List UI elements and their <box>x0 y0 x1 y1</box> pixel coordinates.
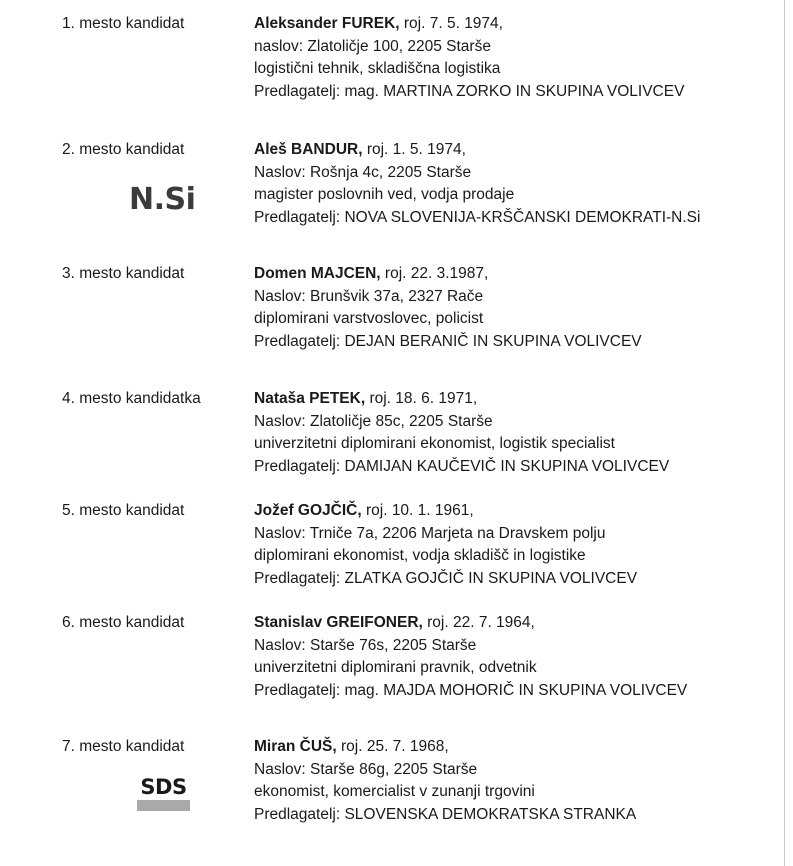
candidate-details <box>254 736 636 826</box>
candidate-name-line <box>254 500 637 523</box>
candidate-name-line <box>254 388 669 411</box>
candidate-proposer: Predlagatelj: DAMIJAN KAUČEVIČ IN SKUPINA VOLIVCEV <box>254 457 670 475</box>
page-edge-rule <box>784 0 785 866</box>
candidate-dob: roj. 10. 1. 1961, <box>361 502 474 519</box>
candidate-name-line <box>254 263 642 286</box>
candidate-rank: 7. mesto kandidat <box>62 738 185 755</box>
candidate-details <box>254 388 669 478</box>
candidate-rank: 2. mesto kandidat <box>62 141 185 158</box>
candidate-proposer: Predlagatelj: DEJAN BERANIČ IN SKUPINA VOLIVCEV <box>254 332 642 350</box>
candidate-details <box>254 500 637 590</box>
candidate-details <box>254 612 687 702</box>
candidate-address: naslov: Zlatoličje 100, 2205 Starše <box>254 37 491 55</box>
sds-logo-bar <box>137 800 190 811</box>
candidate-name: Stanislav GREIFONER, <box>254 614 423 631</box>
candidate-rank: 3. mesto kandidat <box>62 265 185 282</box>
candidate-dob: roj. 1. 5. 1974, <box>362 141 466 158</box>
sds-logo-text: SDS <box>140 775 187 799</box>
candidate-name: Jožef GOJČIČ, <box>254 502 362 519</box>
candidate-proposer: Predlagatelj: NOVA SLOVENIJA-KRŠČANSKI DEMOKRATI-N.Si <box>254 208 701 226</box>
candidate-occupation: univerzitetni diplomirani ekonomist, logistik specialist <box>254 435 615 452</box>
candidate-address: Naslov: Zlatoličje 85c, 2205 Starše <box>254 412 493 430</box>
candidate-name: Domen MAJCEN, <box>254 265 381 282</box>
candidate-rank: 6. mesto kandidat <box>62 614 185 631</box>
candidate-occupation: diplomirani varstvoslovec, policist <box>254 310 484 327</box>
candidate-occupation: diplomirani ekonomist, vodja skladišč in logistike <box>254 547 586 564</box>
candidate-proposer: Predlagatelj: mag. MARTINA ZORKO IN SKUPINA VOLIVCEV <box>254 82 685 100</box>
candidate-name: Aleš BANDUR, <box>254 141 363 158</box>
candidate-address: Naslov: Rošnja 4c, 2205 Starše <box>254 163 472 181</box>
candidate-occupation: logistični tehnik, skladiščna logistika <box>254 60 501 77</box>
candidate-address: Naslov: Trniče 7a, 2206 Marjeta na Dravskem polju <box>254 524 606 542</box>
candidate-name-line <box>254 736 636 759</box>
sds-party-logo <box>137 776 190 811</box>
candidate-rank: 5. mesto kandidat <box>62 502 185 519</box>
candidate-occupation: ekonomist, komercialist v zunanji trgovini <box>254 783 535 800</box>
candidate-address: Naslov: Starše 76s, 2205 Starše <box>254 636 477 654</box>
candidate-details <box>254 263 642 353</box>
candidate-name-line <box>254 13 684 36</box>
candidate-address: Naslov: Brunšvik 37a, 2327 Rače <box>254 287 484 305</box>
candidate-occupation: magister poslovnih ved, vodja prodaje <box>254 186 515 203</box>
candidate-details <box>254 13 684 103</box>
candidate-address: Naslov: Starše 86g, 2205 Starše <box>254 760 478 778</box>
candidate-dob: roj. 7. 5. 1974, <box>399 15 503 32</box>
candidate-name: Nataša PETEK, <box>254 390 366 407</box>
candidate-name: Aleksander FUREK, <box>254 15 400 32</box>
candidate-dob: roj. 22. 3.1987, <box>380 265 489 282</box>
candidate-name: Miran ČUŠ, <box>254 738 337 755</box>
candidate-proposer: Predlagatelj: ZLATKA GOJČIČ IN SKUPINA VOLIVCEV <box>254 569 638 587</box>
candidate-rank: 1. mesto kandidat <box>62 15 185 32</box>
candidate-rank: 4. mesto kandidatka <box>62 390 201 407</box>
candidate-name-line <box>254 612 687 635</box>
candidate-dob: roj. 25. 7. 1968, <box>336 738 449 755</box>
candidate-name-line <box>254 139 700 162</box>
candidate-occupation: univerzitetni diplomirani pravnik, odvetnik <box>254 659 537 676</box>
candidate-details <box>254 139 700 229</box>
nsi-party-logo: N.Si <box>129 182 196 217</box>
candidate-dob: roj. 22. 7. 1964, <box>422 614 535 631</box>
candidate-proposer: Predlagatelj: SLOVENSKA DEMOKRATSKA STRANKA <box>254 805 637 823</box>
candidate-dob: roj. 18. 6. 1971, <box>365 390 478 407</box>
candidate-proposer: Predlagatelj: mag. MAJDA MOHORIČ IN SKUPINA VOLIVCEV <box>254 681 688 699</box>
